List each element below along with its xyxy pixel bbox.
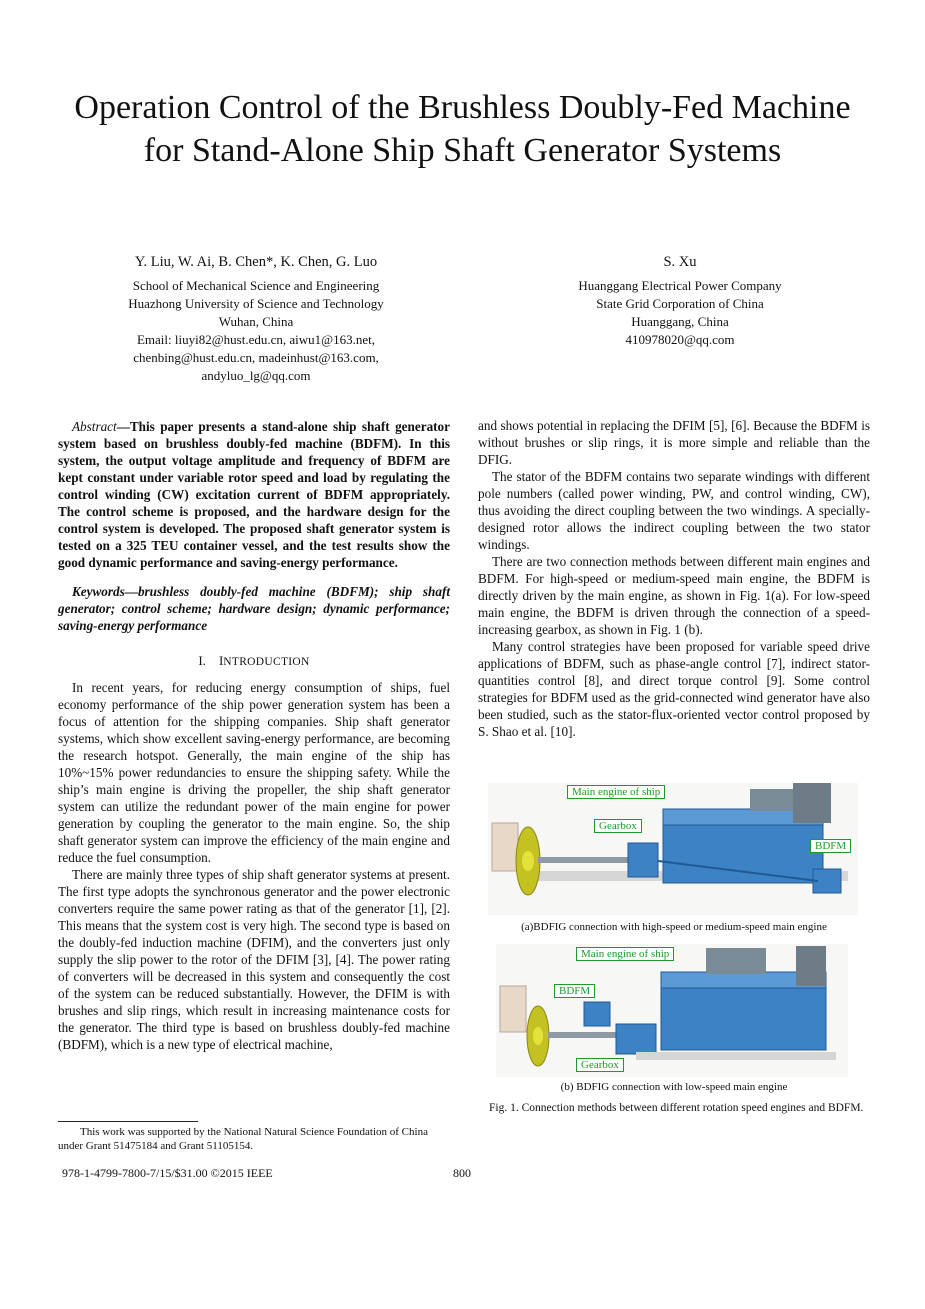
footnote-rule <box>58 1121 198 1122</box>
label-bdfm-a: BDFM <box>810 839 851 853</box>
engine-drawing-b <box>496 944 848 1077</box>
paragraph: The stator of the BDFM contains two separate windings with different pole numbers (called power winding, PW, and control winding, CW), thus avoiding the direct coupling between the two windings. A specially-designed rotor allows the indirect coupling between the two stator windings. <box>478 469 870 552</box>
author-names-right: S. Xu <box>663 254 697 270</box>
affiliation-line: School of Mechanical Science and Engineering <box>132 278 380 293</box>
paragraph: and shows potential in replacing the DFIM [5], [6]. Because the BDFM is without brushes or slip rings, it is more simple and reliable than the DFIG. <box>478 418 870 467</box>
figure-a-caption: (a)BDFIG connection with high-speed or medium-speed main engine <box>521 921 827 933</box>
label-gearbox-b: Gearbox <box>576 1058 624 1072</box>
page-number: 800 <box>453 1166 471 1180</box>
figure-a-illustration <box>488 783 858 915</box>
abstract-label: Abstract <box>72 419 117 434</box>
figure-caption: Fig. 1. Connection methods between different rotation speed engines and BDFM. <box>489 1102 864 1114</box>
footer-isbn: 978-1-4799-7800-7/15/$31.00 ©2015 IEEE <box>62 1166 273 1180</box>
paragraph: In recent years, for reducing energy consumption of ships, fuel economy performance of the ship power generation system has been a focus of attention for the shipping companies. Ship shaft generator systems, which show excellent saving-energy performance, are becoming the research hotspot. Generally, the main engine of the ship has 10%~15% power redundancies to ensure the shipping safety. While the ship’s main engine is driving the propeller, the ship shaft generator system can utilize the redundant power of the main engine for power generation by coupling the generator to the main engine. So, the ship shaft generator system can improve the efficiency of the main engine and reduce the fuel consumption. <box>58 680 450 865</box>
label-bdfm-b: BDFM <box>554 984 595 998</box>
affiliation-line: State Grid Corporation of China <box>596 296 764 311</box>
section-heading: I. INTRODUCTION <box>198 653 310 668</box>
affiliation-line: Huanggang Electrical Power Company <box>578 278 782 293</box>
email-line: Email: liuyi82@hust.edu.cn, aiwu1@163.net, <box>136 332 376 347</box>
email-line: 410978020@qq.com <box>625 332 735 347</box>
paragraph: There are mainly three types of ship shaft generator systems at present. The first type adopts the synchronous generator and the power electronic converters require the same power rating as that of the generator [1], [2]. This means that the system cost is very high. The second type is based on the doubly-fed induction machine (DFIM), and the converters just only supply the slip power to the rotor of the DFIM [3], [4]. The power rating of converters will be decreased in this system and consequently the cost of the system can be reduced substantially. However, the DFIM is with brushes and slip rings, which result in increasing maintenance costs for the generator. The third type is based on brushless doubly-fed machine (BDFM), which is a new type of electrical machine, <box>58 867 450 1052</box>
abstract <box>58 418 450 571</box>
email-line: andyluo_lg@qq.com <box>201 368 311 383</box>
label-gearbox-a: Gearbox <box>594 819 642 833</box>
footnote: This work was supported by the National Natural Science Foundation of China under Grant 51475184 and Grant 51105154. <box>58 1126 428 1152</box>
label-main-engine-a: Main engine of ship <box>567 785 665 799</box>
author-names-left: Y. Liu, W. Ai, B. Chen*, K. Chen, G. Luo <box>134 254 378 270</box>
paper-title: Operation Control of the Brushless Doubly-Fed Machine for Stand-Alone Ship Shaft Generator Systems <box>74 89 851 169</box>
right-column <box>478 417 870 740</box>
email-line: chenbing@hust.edu.cn, madeinhust@163.com, <box>133 350 379 365</box>
keywords: Keywords—brushless doubly-fed machine (BDFM); ship shaft generator; control scheme; hardware design; dynamic performance; saving-energy performance <box>58 584 450 633</box>
abstract-text: —This paper presents a stand-alone ship shaft generator system based on brushless doubly-fed machine (BDFM). In this system, the output voltage amplitude and frequency of BDFM are kept constant under variable rotor speed and load by regulating the control winding (CW) excitation current of BDFM appropriately. The control scheme is proposed, and the hardware design for the control system is developed. The proposed shaft generator system is tested on a 325 TEU container vessel, and the test results show the good dynamic performance and saving-energy performance. <box>58 419 450 570</box>
figure-b-illustration <box>496 944 848 1077</box>
affiliation-line: Huanggang, China <box>631 314 729 329</box>
affiliation-line: Huazhong University of Science and Technology <box>128 296 384 311</box>
figure-b-caption: (b) BDFIG connection with low-speed main engine <box>560 1081 788 1093</box>
paragraph: There are two connection methods between different main engines and BDFM. For high-speed or medium-speed main engine, the BDFM is directly driven by the main engine, as shown in Fig. 1(a). For low-speed main engine, the BDFM is driven through the connection of a speed-increasing gearbox, as shown in Fig. 1 (b). <box>478 554 870 637</box>
author-block-left <box>60 253 452 385</box>
affiliation-line: Wuhan, China <box>218 314 294 329</box>
left-column <box>58 418 450 1053</box>
paragraph: Many control strategies have been proposed for variable speed drive applications of BDFM, such as phase-angle control [7], indirect stator-quantities control [8], and direct torque control [9]. Some control strategies for BDFM used as the grid-connected wind generator have also been studied, such as the stator-flux-oriented vector control proposed by S. Shao et al. [10]. <box>478 639 870 739</box>
author-block-right <box>480 253 880 349</box>
label-main-engine-b: Main engine of ship <box>576 947 674 961</box>
engine-drawing-a <box>488 783 858 915</box>
